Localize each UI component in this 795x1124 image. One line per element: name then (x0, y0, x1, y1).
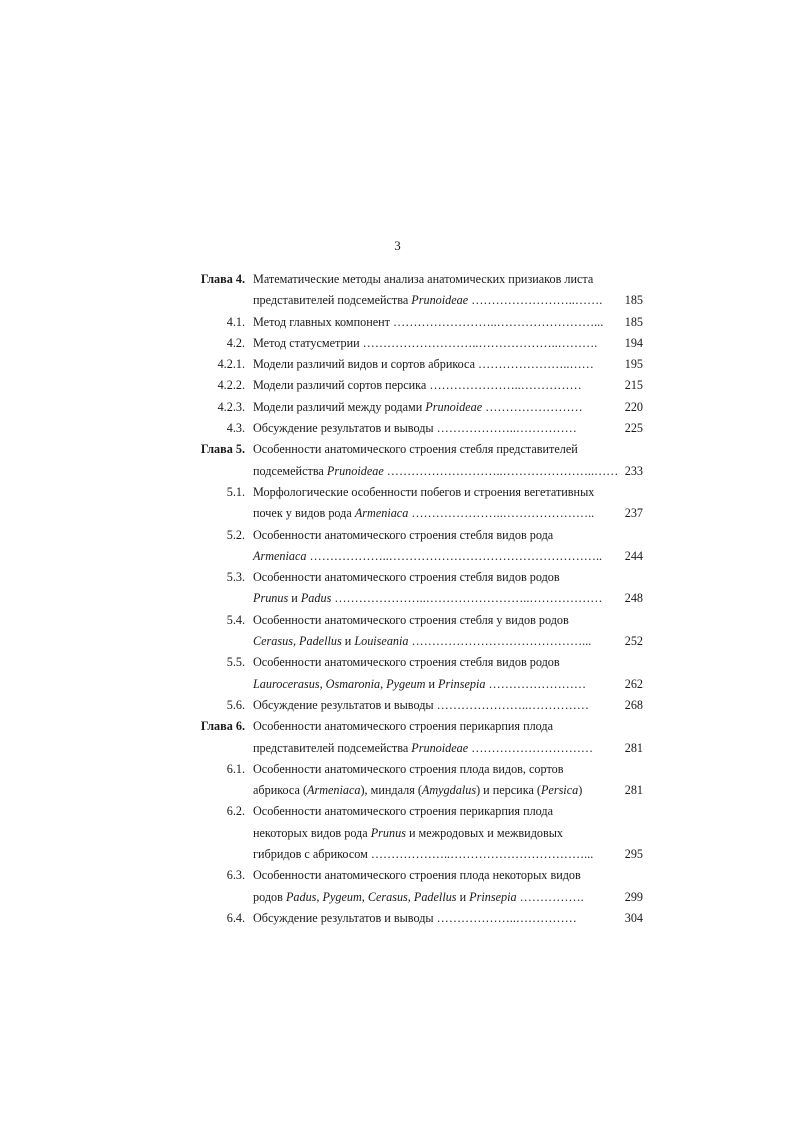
entry-text-fragment: гибридов с абрикосом ………………..……………………………... (253, 847, 594, 862)
page-reference: 244 (624, 548, 643, 563)
toc-line (0, 397, 795, 418)
page-reference: 195 (624, 357, 643, 372)
italic-taxon-name: Padus (300, 591, 332, 606)
chapter-number: Глава 6. (200, 719, 245, 734)
page-reference: 252 (624, 634, 643, 649)
page-reference: 262 (624, 676, 643, 691)
toc-entry-text (253, 397, 583, 418)
toc-entry-text (253, 312, 603, 333)
section-number: 4.2. (226, 335, 245, 350)
toc-entry-text (253, 567, 560, 588)
entry-text-fragment: Особенности анатомического строения стебля видов родов (253, 570, 560, 585)
entry-text-fragment: и межродовых и межвидовых (405, 825, 564, 840)
section-number: 4.2.3. (217, 399, 245, 414)
toc-entry-text (253, 780, 582, 801)
entry-text-fragment: Особенности анатомического строения стебля видов рода (253, 527, 554, 542)
toc-line (0, 674, 795, 695)
section-number: 5.3. (226, 570, 245, 585)
toc-line (0, 695, 795, 716)
entry-text-fragment: Особенности анатомического строения стебля у видов родов (253, 612, 569, 627)
toc-entry-text (253, 269, 593, 290)
toc-entry-text (253, 695, 589, 716)
entry-text-fragment: и (456, 889, 470, 904)
toc-entry-text (253, 887, 584, 908)
toc-entry-text (253, 588, 602, 609)
entry-text-fragment: ………………..…………………………………………….. (306, 548, 603, 563)
page-reference: 220 (624, 399, 643, 414)
toc-line (0, 780, 795, 801)
italic-taxon-name: Prunoideae (326, 463, 384, 478)
entry-text-fragment: Модели различий между родами (253, 399, 426, 414)
section-number: 5.2. (226, 527, 245, 542)
toc-entry-text (253, 716, 553, 737)
section-number: 4.2.2. (217, 378, 245, 393)
toc-line (0, 844, 795, 865)
toc-line (0, 865, 795, 886)
toc-entry-text (253, 865, 581, 886)
section-number: 6.3. (226, 868, 245, 883)
page-reference: 185 (624, 293, 643, 308)
toc-entry-text (253, 290, 602, 311)
section-number: 4.1. (226, 314, 245, 329)
italic-taxon-name: Prunus (370, 825, 406, 840)
entry-text-fragment: ……………. (516, 889, 584, 904)
toc-line (0, 482, 795, 503)
toc-entry-text (253, 823, 563, 844)
entry-text-fragment: Особенности анатомического строения перикарпия плода (253, 719, 554, 734)
entry-text-fragment: …………………..……………………..……………… (331, 591, 603, 606)
entry-text-fragment: некоторых видов рода (253, 825, 371, 840)
entry-text-fragment: …………………… (485, 676, 586, 691)
toc-entry-text (253, 652, 560, 673)
entry-text-fragment: Обсуждение результатов и выводы ………………..…………… (253, 421, 577, 436)
toc-line (0, 759, 795, 780)
toc-line (0, 716, 795, 737)
entry-text-fragment: Метод статусметрии ………………………..………………..………. (253, 335, 598, 350)
page-reference: 237 (624, 506, 643, 521)
entry-text-fragment: представителей подсемейства (253, 740, 412, 755)
entry-text-fragment: подсемейства (253, 463, 327, 478)
italic-taxon-name: Laurocerasus, Osmaronia, Pygeum (253, 676, 426, 691)
entry-text-fragment: представителей подсемейства (253, 293, 412, 308)
entry-text-fragment: ………………………… (468, 740, 594, 755)
toc-entry-text (253, 610, 569, 631)
entry-text-fragment: почек у видов рода (253, 506, 355, 521)
toc-line (0, 418, 795, 439)
table-of-contents (0, 269, 795, 929)
entry-text-fragment: и (425, 676, 439, 691)
toc-line (0, 354, 795, 375)
italic-taxon-name: Prunoideae (411, 740, 469, 755)
italic-taxon-name: Persica (540, 783, 579, 798)
toc-entry-text (253, 674, 586, 695)
section-number: 6.4. (226, 910, 245, 925)
toc-entry-text (253, 801, 553, 822)
toc-entry-text (253, 738, 593, 759)
toc-entry-text (253, 375, 582, 396)
chapter-number: Глава 4. (200, 272, 245, 286)
entry-text-fragment: Морфологические особенности побегов и строения вегетативных (253, 484, 595, 499)
italic-taxon-name: Armeniaca (253, 548, 307, 563)
entry-text-fragment: Математические методы анализа анатомических призиаков листа (253, 272, 594, 286)
entry-text-fragment: Особенности анатомического строения перикарпия плода (253, 804, 554, 819)
page-reference: 295 (624, 847, 643, 862)
toc-line (0, 652, 795, 673)
page-reference: 185 (624, 314, 643, 329)
entry-text-fragment: ………………………..…………………..…… (383, 463, 619, 478)
section-number: 6.2. (226, 804, 245, 819)
toc-line (0, 503, 795, 524)
italic-taxon-name: Padus, Pygeum, Cerasus, Padellus (285, 889, 457, 904)
toc-line (0, 887, 795, 908)
italic-taxon-name: Prunoideae (425, 399, 483, 414)
toc-entry-text (253, 844, 593, 865)
entry-text-fragment: Особенности анатомического строения стебля представителей (253, 442, 578, 457)
italic-taxon-name: Cerasus, Padellus (253, 634, 342, 649)
page-number: 3 (394, 238, 401, 253)
toc-entry-text (253, 503, 594, 524)
section-number: 4.2.1. (217, 357, 245, 372)
toc-entry-text (253, 525, 553, 546)
toc-line (0, 631, 795, 652)
entry-text-fragment: ) (578, 783, 583, 798)
toc-entry-text (253, 439, 578, 460)
toc-line (0, 610, 795, 631)
toc-line (0, 823, 795, 844)
toc-line (0, 333, 795, 354)
page-reference: 233 (624, 463, 643, 478)
italic-taxon-name: Prinsepia (438, 676, 486, 691)
page-reference: 281 (624, 783, 643, 798)
section-number: 5.1. (226, 484, 245, 499)
section-number: 5.5. (226, 655, 245, 670)
page-reference: 194 (624, 335, 643, 350)
entry-text-fragment: ), миндаля ( (360, 783, 422, 798)
toc-entry-text (253, 908, 577, 929)
italic-taxon-name: Armeniaca (307, 783, 361, 798)
italic-taxon-name: Amygdalus (421, 783, 477, 798)
entry-text-fragment: Особенности анатомического строения плода некоторых видов (253, 868, 581, 883)
section-number: 5.6. (226, 697, 245, 712)
toc-line (0, 439, 795, 460)
toc-line (0, 525, 795, 546)
toc-line (0, 738, 795, 759)
entry-text-fragment: абрикоса ( (253, 783, 307, 798)
entry-text-fragment: Метод главных компонент ……………………..……………………... (253, 314, 604, 329)
toc-line (0, 567, 795, 588)
entry-text-fragment: …………………… (482, 399, 583, 414)
page-reference: 215 (624, 378, 643, 393)
toc-entry-text (253, 354, 594, 375)
chapter-number: Глава 5. (200, 442, 245, 457)
section-number: 5.4. (226, 612, 245, 627)
toc-entry-text (253, 482, 594, 503)
toc-entry-text (253, 461, 618, 482)
toc-line (0, 908, 795, 929)
toc-line (0, 290, 795, 311)
entry-text-fragment: ……………………..……. (468, 293, 603, 308)
italic-taxon-name: Prinsepia (469, 889, 517, 904)
page-reference: 248 (624, 591, 643, 606)
page-reference: 225 (624, 421, 643, 436)
entry-text-fragment: и (341, 634, 355, 649)
toc-entry-text (253, 759, 563, 780)
toc-line (0, 801, 795, 822)
section-number: 4.3. (226, 421, 245, 436)
entry-text-fragment: Обсуждение результатов и выводы …………………..…………… (253, 697, 589, 712)
section-number: 6.1. (226, 761, 245, 776)
page-reference: 268 (624, 697, 643, 712)
toc-line (0, 546, 795, 567)
toc-entry-text (253, 631, 591, 652)
toc-line (0, 461, 795, 482)
entry-text-fragment: Модели различий сортов персика …………………..…………… (253, 378, 582, 393)
entry-text-fragment: Обсуждение результатов и выводы ………………..…………… (253, 910, 577, 925)
toc-entry-text (253, 333, 597, 354)
page-reference: 304 (624, 910, 643, 925)
entry-text-fragment: и (288, 591, 301, 606)
italic-taxon-name: Armeniaca (354, 506, 409, 521)
toc-line (0, 312, 795, 333)
page-reference: 281 (624, 740, 643, 755)
italic-taxon-name: Louiseania (354, 634, 409, 649)
toc-entry-text (253, 546, 602, 567)
italic-taxon-name: Prunus (253, 591, 289, 606)
entry-text-fragment: ……………………………………... (408, 634, 592, 649)
entry-text-fragment: …………………..………………….. (408, 506, 595, 521)
entry-text-fragment: ) и персика ( (476, 783, 541, 798)
italic-taxon-name: Prunoideae (411, 293, 469, 308)
toc-line (0, 375, 795, 396)
entry-text-fragment: Модели различий видов и сортов абрикоса …………………..…… (253, 357, 594, 372)
toc-entry-text (253, 418, 577, 439)
toc-line (0, 269, 795, 290)
toc-line (0, 588, 795, 609)
page-reference: 299 (624, 889, 643, 904)
entry-text-fragment: Особенности анатомического строения плода видов, сортов (253, 761, 564, 776)
entry-text-fragment: Особенности анатомического строения стебля видов родов (253, 655, 560, 670)
entry-text-fragment: родов (253, 889, 286, 904)
